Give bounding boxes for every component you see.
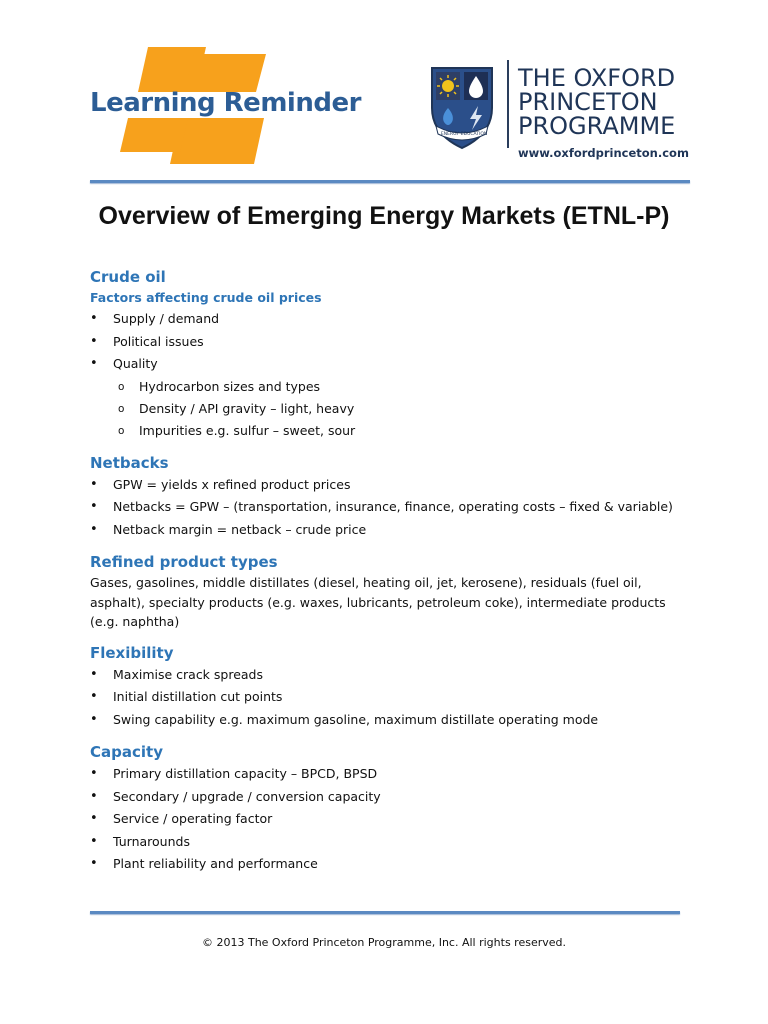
list-item: • Swing capability e.g. maximum gasoline, maximum distillate operating mode: [90, 709, 690, 732]
section-heading-refined-product-types: Refined product types: [90, 553, 278, 571]
document-title: Overview of Emerging Energy Markets (ETNL-P): [98, 202, 670, 230]
refined-product-paragraph-line-3: (e.g. naphtha): [90, 614, 180, 629]
section-capacity: [90, 741, 690, 876]
list-item: • Netback margin = netback – crude price: [90, 519, 690, 542]
netbacks-list: [90, 474, 690, 542]
org-name-line-1: THE OXFORD: [518, 64, 676, 92]
list-item: • GPW = yields x refined product prices: [90, 474, 690, 497]
refined-product-paragraph-line-1: Gases, gasolines, middle distillates (diesel, heating oil, jet, kerosene), residuals (fuel oil,: [90, 575, 642, 590]
section-netbacks: [90, 452, 690, 542]
header-divider-rule: [90, 180, 690, 183]
badge-orange-band-bottom: [120, 118, 188, 152]
crest-word-left: ENERGY: [440, 132, 460, 137]
list-item: • Primary distillation capacity – BPCD, BPSD: [90, 763, 690, 786]
org-divider-line: [507, 60, 509, 148]
section-heading-flexibility: Flexibility: [90, 643, 174, 662]
list-item: • Initial distillation cut points: [90, 686, 690, 709]
section-heading-crude-oil: Crude oil: [90, 268, 166, 286]
sub-list-item: o Impurities e.g. sulfur – sweet, sour: [90, 420, 690, 442]
copyright-notice: © 2013 The Oxford Princeton Programme, Inc. All rights reserved.: [201, 936, 566, 949]
crest-word-right: EDUCATION: [460, 132, 488, 137]
subheading-crude-oil-factors: Factors affecting crude oil prices: [90, 290, 322, 305]
sub-list-item: o Density / API gravity – light, heavy: [90, 398, 690, 420]
list-item: • Turnarounds: [90, 831, 690, 854]
quality-sublist: [90, 376, 690, 442]
crude-oil-list: [90, 308, 690, 376]
flexibility-list: [90, 664, 690, 732]
footer-divider-rule: [90, 911, 680, 914]
section-flexibility: [90, 642, 690, 732]
org-name-line-3: PROGRAMME: [518, 112, 676, 140]
sub-list-item: o Hydrocarbon sizes and types: [90, 376, 690, 398]
oxford-princeton-crest-icon: [428, 64, 496, 150]
list-item: • Quality: [90, 353, 690, 376]
list-item: • Political issues: [90, 331, 690, 354]
section-heading-netbacks: Netbacks: [90, 453, 169, 472]
list-item: • Netbacks = GPW – (transportation, insurance, finance, operating costs – fixed & variable): [90, 496, 690, 519]
document-body: [90, 266, 690, 876]
list-item: • Plant reliability and performance: [90, 853, 690, 876]
sun-icon: [442, 80, 454, 92]
org-url: www.oxfordprinceton.com: [518, 146, 689, 160]
list-item: • Maximise crack spreads: [90, 664, 690, 687]
org-name-line-2: PRINCETON: [518, 88, 658, 116]
org-name: [518, 66, 675, 138]
capacity-list: [90, 763, 690, 876]
section-crude-oil: [90, 266, 690, 442]
list-item: • Secondary / upgrade / conversion capacity: [90, 786, 690, 809]
badge-orange-band-upper: [184, 54, 266, 92]
learning-reminder-badge-text: Learning Reminder: [90, 88, 361, 118]
refined-product-paragraph-line-2: asphalt), specialty products (e.g. waxes, lubricants, petroleum coke), intermediate products: [90, 594, 666, 610]
list-item: • Supply / demand: [90, 308, 690, 331]
section-refined-product-types: [90, 551, 690, 632]
section-heading-capacity: Capacity: [90, 743, 163, 761]
list-item: • Service / operating factor: [90, 808, 690, 831]
